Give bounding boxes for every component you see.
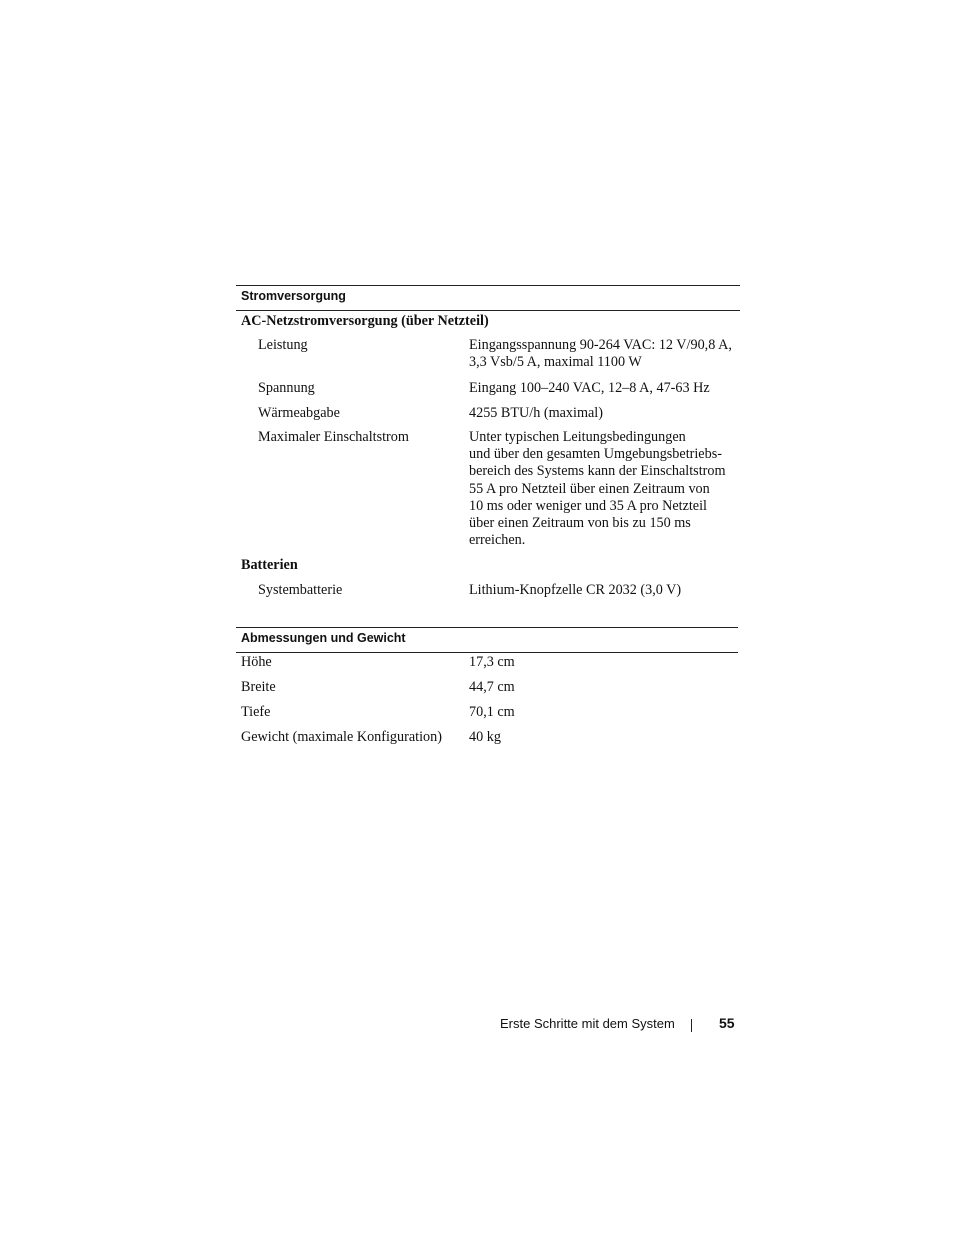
footer-title: Erste Schritte mit dem System — [500, 1016, 675, 1031]
section-title: Stromversorgung — [241, 289, 346, 303]
spec-label: Gewicht (maximale Konfiguration) — [241, 729, 442, 745]
spec-label: Spannung — [258, 380, 315, 396]
spec-label: Tiefe — [241, 704, 271, 720]
spec-value-line: erreichen. — [469, 532, 526, 548]
spec-label: Leistung — [258, 337, 308, 353]
spec-value-line: über einen Zeitraum von bis zu 150 ms — [469, 515, 691, 531]
spec-value-line: 3,3 Vsb/5 A, maximal 1100 W — [469, 354, 642, 370]
section-header-power — [236, 285, 740, 311]
subsection-heading-batteries: Batterien — [241, 557, 298, 573]
spec-value-line: 17,3 cm — [469, 654, 515, 670]
section-header-dimensions — [236, 627, 738, 653]
spec-label: Systembatterie — [258, 582, 343, 598]
spec-value-line: 70,1 cm — [469, 704, 515, 720]
spec-value-line: Eingang 100–240 VAC, 12–8 A, 47-63 Hz — [469, 380, 710, 396]
spec-value-line: Eingangsspannung 90-264 VAC: 12 V/90,8 A, — [469, 337, 732, 353]
spec-label: Breite — [241, 679, 276, 695]
spec-value-line: 55 A pro Netzteil über einen Zeitraum von — [469, 481, 710, 497]
spec-label: Wärmeabgabe — [258, 405, 340, 421]
spec-value-line: Unter typischen Leitungsbedingungen — [469, 429, 686, 445]
spec-value-line: 10 ms oder weniger und 35 A pro Netzteil — [469, 498, 707, 514]
subsection-heading-ac: AC-Netzstromversorgung (über Netzteil) — [241, 313, 489, 329]
spec-value-line: 40 kg — [469, 729, 501, 745]
page-number: 55 — [719, 1015, 735, 1031]
spec-value-line: 44,7 cm — [469, 679, 515, 695]
spec-label: Höhe — [241, 654, 272, 670]
spec-value-line: 4255 BTU/h (maximal) — [469, 405, 603, 421]
spec-value-line: Lithium-Knopfzelle CR 2032 (3,0 V) — [469, 582, 682, 598]
spec-label: Maximaler Einschaltstrom — [258, 429, 409, 445]
spec-value-line: und über den gesamten Umgebungsbetriebs- — [469, 446, 722, 462]
section-title: Abmessungen und Gewicht — [241, 631, 406, 645]
spec-value-line: bereich des Systems kann der Einschaltstrom — [469, 463, 726, 479]
footer-separator — [691, 1019, 692, 1032]
